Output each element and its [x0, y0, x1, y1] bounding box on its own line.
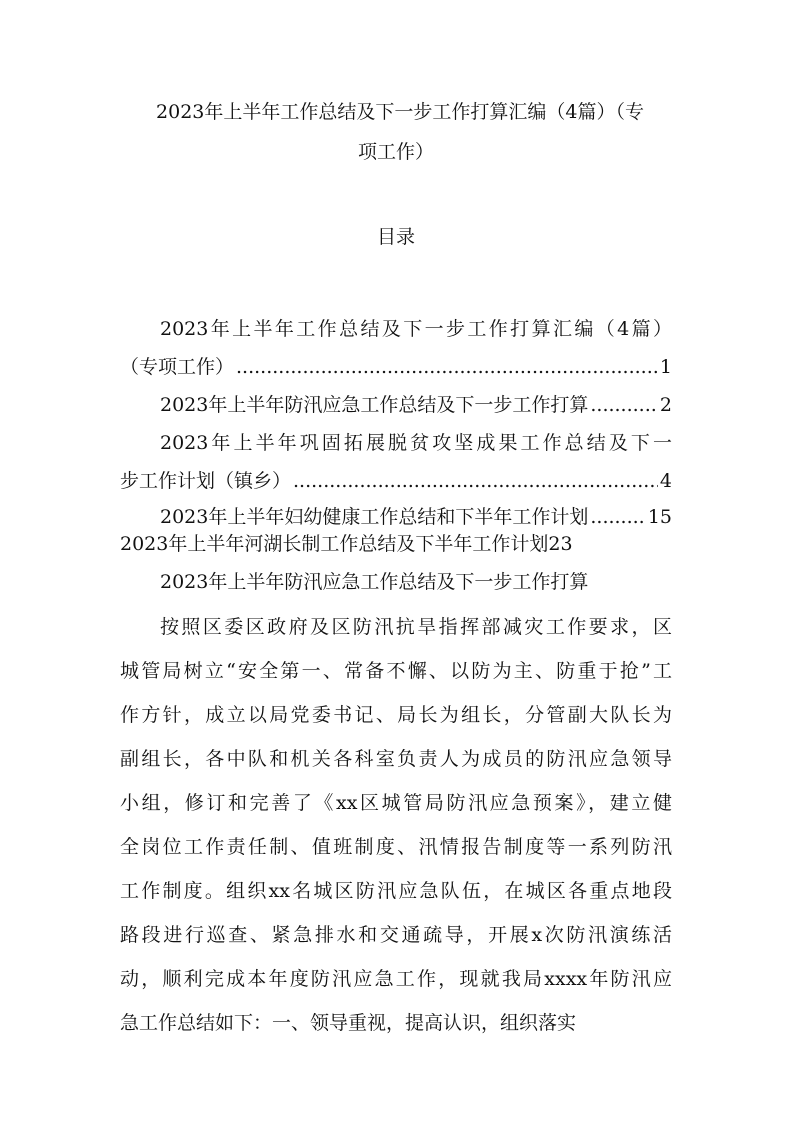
- toc-page-number: 4: [659, 470, 672, 492]
- toc-page-number: 1: [659, 356, 672, 378]
- toc-entry-3-line-1[interactable]: 2023年上半年巩固拓展脱贫攻坚成果工作总结及下一: [160, 432, 672, 454]
- toc-entry-1[interactable]: [120, 355, 672, 379]
- dot-leader: [236, 355, 658, 379]
- toc-page-number: 15: [647, 506, 672, 528]
- dot-leader: [590, 505, 645, 529]
- toc-entry-text: 2023年上半年河湖长制工作总结及下半年工作计划: [120, 533, 549, 555]
- toc-entry-3[interactable]: [120, 469, 672, 493]
- body-line: 城管局树立“安全第一、常备不懈、以防为主、防重于抢”工: [120, 660, 672, 682]
- body-line: 急工作总结如下：一、领导重视，提高认识，组织落实: [120, 1012, 577, 1034]
- toc-entry-text: （专项工作）: [120, 356, 235, 378]
- body-line: 全岗位工作责任制、值班制度、汛情报告制度等一系列防汛: [120, 836, 672, 858]
- document-title-line-2: 项工作）: [357, 141, 434, 163]
- toc-entry-text: 步工作计划（镇乡）: [120, 470, 292, 492]
- body-line: 作方针，成立以局党委书记、局长为组长，分管副大队长为: [120, 704, 672, 726]
- body-line: 工作制度。组织xx名城区防汛应急队伍，在城区各重点地段: [120, 880, 672, 902]
- toc-entry-2[interactable]: [160, 393, 672, 417]
- body-line: 按照区委区政府及区防汛抗旱指挥部减灾工作要求，区: [160, 616, 672, 638]
- document-title-line-1: 2023年上半年工作总结及下一步工作打算汇编（4篇）（专: [156, 101, 644, 123]
- body-line: 副组长，各中队和机关各科室负责人为成员的防汛应急领导: [120, 748, 672, 770]
- toc-page-number: 23: [548, 533, 573, 555]
- toc-page-number: 2: [659, 394, 672, 416]
- body-line: 小组，修订和完善了《xx区城管局防汛应急预案》，建立健: [120, 792, 672, 814]
- dot-leader: [590, 393, 658, 417]
- body-line: 动，顺利完成本年度防汛应急工作，现就我局xxxx年防汛应: [120, 968, 672, 990]
- body-line: 路段进行巡查、紧急排水和交通疏导，开展x次防汛演练活: [120, 924, 672, 946]
- toc-entry-1-line-1[interactable]: 2023年上半年工作总结及下一步工作打算汇编（4篇）: [160, 318, 672, 340]
- toc-heading: 目录: [376, 226, 415, 248]
- toc-entry-text: 2023年上半年妇幼健康工作总结和下半年工作计划: [160, 506, 589, 528]
- toc-entry-text: 2023年上半年防汛应急工作总结及下一步工作打算: [160, 394, 589, 416]
- section-heading: 2023年上半年防汛应急工作总结及下一步工作打算: [160, 571, 589, 593]
- toc-entry-5[interactable]: [120, 532, 672, 556]
- dot-leader: [293, 469, 658, 493]
- toc-entry-4[interactable]: [160, 505, 672, 529]
